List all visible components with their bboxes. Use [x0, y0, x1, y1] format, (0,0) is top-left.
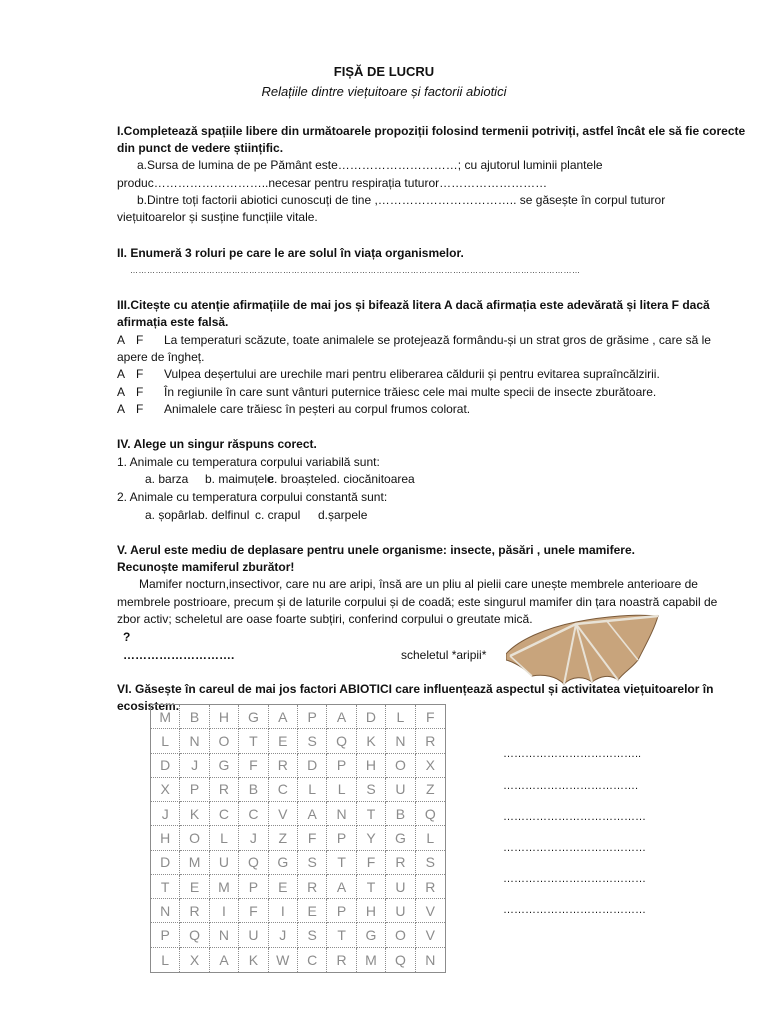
tf-statement: Vulpea deșertului are urechile mari pentru eliberarea căldurii și pentru evitarea supraîncălzirii. [164, 367, 660, 381]
section2-answer-line: …………………………………………………………………………………………………………………………………………… [130, 266, 581, 275]
grid-cell[interactable]: R [269, 754, 298, 778]
grid-cell[interactable]: L [298, 778, 327, 802]
grid-cell[interactable]: Q [416, 802, 445, 826]
q1-option-c[interactable]: c. broaștele [268, 472, 331, 486]
grid-cell[interactable]: T [357, 875, 386, 899]
grid-cell[interactable]: H [210, 705, 239, 729]
grid-cell[interactable]: C [298, 948, 327, 972]
grid-cell[interactable]: L [386, 705, 415, 729]
grid-cell[interactable]: I [269, 899, 298, 923]
section3-heading-line2: afirmația este falsă. [117, 315, 229, 329]
bat-wing-image [506, 610, 660, 690]
grid-cell[interactable]: B [239, 778, 268, 802]
grid-cell[interactable]: C [239, 802, 268, 826]
grid-cell[interactable]: G [210, 754, 239, 778]
q1-option-a[interactable]: a. barza [145, 472, 189, 486]
grid-cell[interactable]: G [269, 851, 298, 875]
grid-cell[interactable]: N [151, 899, 180, 923]
tf-option-f[interactable]: F [136, 402, 144, 416]
grid-cell[interactable]: R [210, 778, 239, 802]
q1-option-b[interactable]: b. maimuțele [205, 472, 274, 486]
grid-cell[interactable]: R [327, 948, 356, 972]
grid-cell[interactable]: U [210, 851, 239, 875]
grid-cell[interactable]: A [327, 875, 356, 899]
section5-heading-line1: V. Aerul este mediu de deplasare pentru unele organisme: insecte, păsări , unele mamifere. [117, 543, 635, 557]
grid-cell[interactable]: U [386, 899, 415, 923]
grid-cell[interactable]: D [298, 754, 327, 778]
question-1: 1. Animale cu temperatura corpului variabilă sunt: [117, 455, 380, 469]
tf-statement: În regiunile în care sunt vânturi puternice trăiesc cele mai multe specii de insecte zburătoare. [164, 385, 657, 399]
grid-cell[interactable]: X [151, 778, 180, 802]
section1-item-b-line2: viețuitoarelor și susține funcțiile vitale. [117, 210, 318, 224]
grid-cell[interactable]: S [357, 778, 386, 802]
section5-paragraph-line1: Mamifer nocturn,insectivor, care nu are aripi, însă are un pliu al pielii care unește membrele anterioare de [139, 577, 698, 591]
answer-line[interactable]: ………………………………… [503, 904, 646, 916]
section1-item-b-line1: b.Dintre toți factorii abiotici cunoscuți de tine ,…………………………….. se găsește în corpul tuturor [137, 193, 666, 207]
grid-cell[interactable]: A [327, 705, 356, 729]
grid-cell[interactable]: H [151, 826, 180, 850]
grid-cell[interactable]: T [327, 923, 356, 947]
grid-cell[interactable]: F [239, 899, 268, 923]
tf-option-a[interactable]: A [117, 333, 126, 347]
tf-option-a[interactable]: A [117, 385, 126, 399]
grid-cell[interactable]: R [386, 851, 415, 875]
grid-cell[interactable]: D [357, 705, 386, 729]
grid-cell[interactable]: J [239, 826, 268, 850]
word-search-grid [150, 704, 446, 973]
grid-cell[interactable]: Y [357, 826, 386, 850]
grid-cell[interactable]: M [210, 875, 239, 899]
grid-cell[interactable]: P [327, 899, 356, 923]
grid-cell[interactable]: J [151, 802, 180, 826]
grid-cell[interactable]: A [298, 802, 327, 826]
grid-cell[interactable]: U [386, 875, 415, 899]
tf-option-f[interactable]: F [136, 333, 144, 347]
grid-cell[interactable]: L [151, 729, 180, 753]
tf-statement-continuation: apere de îngheț. [117, 350, 205, 364]
grid-cell[interactable]: S [298, 923, 327, 947]
grid-cell[interactable]: L [210, 826, 239, 850]
grid-cell[interactable]: G [239, 705, 268, 729]
grid-cell[interactable]: P [298, 705, 327, 729]
section1-item-a-line2: produc………………………..necesar pentru respirația tuturor……………………… [117, 176, 548, 190]
section1-item-a-line1: a.Sursa de lumina de pe Pământ este…………………………; cu ajutorul luminii plantele [137, 158, 603, 172]
grid-cell[interactable]: O [386, 923, 415, 947]
grid-cell[interactable]: D [151, 754, 180, 778]
grid-cell[interactable]: O [386, 754, 415, 778]
grid-cell[interactable]: U [239, 923, 268, 947]
grid-cell[interactable]: P [151, 923, 180, 947]
grid-cell[interactable]: Z [269, 826, 298, 850]
grid-cell[interactable]: V [269, 802, 298, 826]
wing-caption: scheletul *aripii* [401, 648, 487, 662]
grid-cell[interactable]: F [357, 851, 386, 875]
tf-option-a[interactable]: A [117, 367, 126, 381]
grid-cell[interactable]: O [180, 826, 209, 850]
grid-cell[interactable]: B [386, 802, 415, 826]
grid-cell[interactable]: R [416, 729, 445, 753]
grid-cell[interactable]: V [416, 899, 445, 923]
grid-cell[interactable]: E [269, 875, 298, 899]
grid-cell[interactable]: R [416, 875, 445, 899]
grid-cell[interactable]: A [210, 948, 239, 972]
section5-heading-line2: Recunoște mamiferul zburător! [117, 560, 295, 574]
question-2: 2. Animale cu temperatura corpului constantă sunt: [117, 490, 388, 504]
section3-heading-line1: III.Citește cu atenție afirmațiile de mai jos și bifează litera A dacă afirmația este adevărată și litera F dacă [117, 298, 710, 312]
grid-cell[interactable]: Q [180, 923, 209, 947]
grid-cell[interactable]: E [180, 875, 209, 899]
answer-line[interactable]: ………………………………… [503, 842, 646, 854]
grid-cell[interactable]: B [180, 705, 209, 729]
grid-cell[interactable]: F [416, 705, 445, 729]
grid-cell[interactable]: C [269, 778, 298, 802]
grid-cell[interactable]: Q [386, 948, 415, 972]
section2-heading: II. Enumeră 3 roluri pe care le are solul în viața organismelor. [117, 246, 464, 260]
grid-cell[interactable]: F [239, 754, 268, 778]
grid-cell[interactable]: G [386, 826, 415, 850]
grid-cell[interactable]: N [386, 729, 415, 753]
answer-blank[interactable]: ………………………. [123, 648, 235, 662]
grid-cell[interactable]: I [210, 899, 239, 923]
section4-heading: IV. Alege un singur răspuns corect. [117, 437, 317, 451]
q2-option-b[interactable]: b. delfinul [198, 508, 250, 522]
section6-heading-line1: VI. Găsește în careul de mai jos factori ABIOTICI care influențează aspectul și activitatea viețuitoarelor în [117, 682, 714, 696]
grid-cell[interactable]: S [298, 729, 327, 753]
answer-line[interactable]: ………………………………… [503, 873, 646, 885]
grid-cell[interactable]: Q [327, 729, 356, 753]
grid-cell[interactable]: Z [416, 778, 445, 802]
q2-option-c[interactable]: c. crapul [255, 508, 301, 522]
grid-cell[interactable]: E [269, 729, 298, 753]
answer-line[interactable]: ………………………………. [503, 780, 639, 792]
grid-cell[interactable]: L [151, 948, 180, 972]
section6-heading-line2: ecosistem. [117, 699, 180, 713]
grid-cell[interactable]: D [151, 851, 180, 875]
section1-heading-line1: I.Completează spațiile libere din următoarele propoziții folosind termenii potriviți, astfel încât ele să fie corecte [117, 124, 746, 138]
grid-cell[interactable]: P [239, 875, 268, 899]
q2-option-a[interactable]: a. șopârla [145, 508, 198, 522]
grid-cell[interactable]: S [416, 851, 445, 875]
grid-cell[interactable]: N [425, 951, 436, 968]
grid-cell[interactable]: H [357, 899, 386, 923]
grid-cell[interactable]: T [357, 802, 386, 826]
grid-cell[interactable]: T [151, 875, 180, 899]
page-title: FIȘĂ DE LUCRU [333, 64, 435, 79]
tf-option-a[interactable]: A [117, 402, 126, 416]
grid-cell[interactable]: E [298, 899, 327, 923]
grid-cell[interactable]: M [151, 705, 180, 729]
grid-cell[interactable]: A [269, 705, 298, 729]
tf-option-f[interactable]: F [136, 367, 144, 381]
grid-cell[interactable]: H [357, 754, 386, 778]
grid-cell[interactable]: T [327, 851, 356, 875]
section5-paragraph-line2: membrele postrioare, precum și de laturile corpului și de coadă; este singurul mamifer din țara noastră capabil de [117, 595, 718, 609]
grid-cell[interactable]: U [386, 778, 415, 802]
grid-cell[interactable]: R [180, 899, 209, 923]
grid-cell[interactable]: G [357, 923, 386, 947]
section1-heading-line2: din punct de vedere științific. [117, 141, 284, 155]
grid-cell[interactable]: O [210, 729, 239, 753]
tf-statement: Animalele care trăiesc în peșteri au corpul frumos colorat. [164, 402, 471, 416]
grid-cell[interactable]: L [327, 778, 356, 802]
q2-option-d[interactable]: d.șarpele [318, 508, 368, 522]
answer-line[interactable]: ……………………………….. [503, 748, 642, 760]
grid-cell[interactable]: C [210, 802, 239, 826]
grid-cell[interactable]: M [357, 948, 386, 972]
grid-cell[interactable]: N [180, 729, 209, 753]
grid-cell[interactable]: N [327, 802, 356, 826]
grid-cell[interactable]: T [239, 729, 268, 753]
grid-cell[interactable]: M [180, 851, 209, 875]
grid-cell[interactable]: X [416, 754, 445, 778]
grid-cell[interactable]: K [180, 802, 209, 826]
grid-cell[interactable]: S [298, 851, 327, 875]
question-mark: ? [123, 630, 131, 644]
section5-paragraph-line3: zbor activ; scheletul are oase foarte subțiri, conferind corpului o greutate mică. [117, 612, 533, 626]
grid-cell[interactable]: X [180, 948, 209, 972]
grid-cell[interactable]: L [416, 826, 445, 850]
q1-option-d[interactable]: d. ciocănitoarea [330, 472, 415, 486]
grid-cell[interactable]: P [180, 778, 209, 802]
tf-statement: La temperaturi scăzute, toate animalele se protejează formându-și un strat gros de grăsime , care să le [164, 333, 711, 347]
grid-cell[interactable]: Q [239, 851, 268, 875]
grid-cell[interactable]: J [269, 923, 298, 947]
grid-cell[interactable]: V [416, 923, 445, 947]
grid-cell[interactable]: N [210, 923, 239, 947]
grid-cell[interactable]: R [298, 875, 327, 899]
tf-option-f[interactable]: F [136, 385, 144, 399]
grid-cell[interactable]: F [298, 826, 327, 850]
page-subtitle: Relațiile dintre viețuitoare și factorii abiotici [261, 84, 507, 99]
grid-cell[interactable]: K [357, 729, 386, 753]
grid-cell[interactable]: P [327, 826, 356, 850]
grid-cell[interactable]: W [269, 948, 298, 972]
grid-cell[interactable]: P [327, 754, 356, 778]
answer-line[interactable]: ………………………………… [503, 811, 646, 823]
grid-cell[interactable]: K [239, 948, 268, 972]
grid-cell[interactable]: J [180, 754, 209, 778]
